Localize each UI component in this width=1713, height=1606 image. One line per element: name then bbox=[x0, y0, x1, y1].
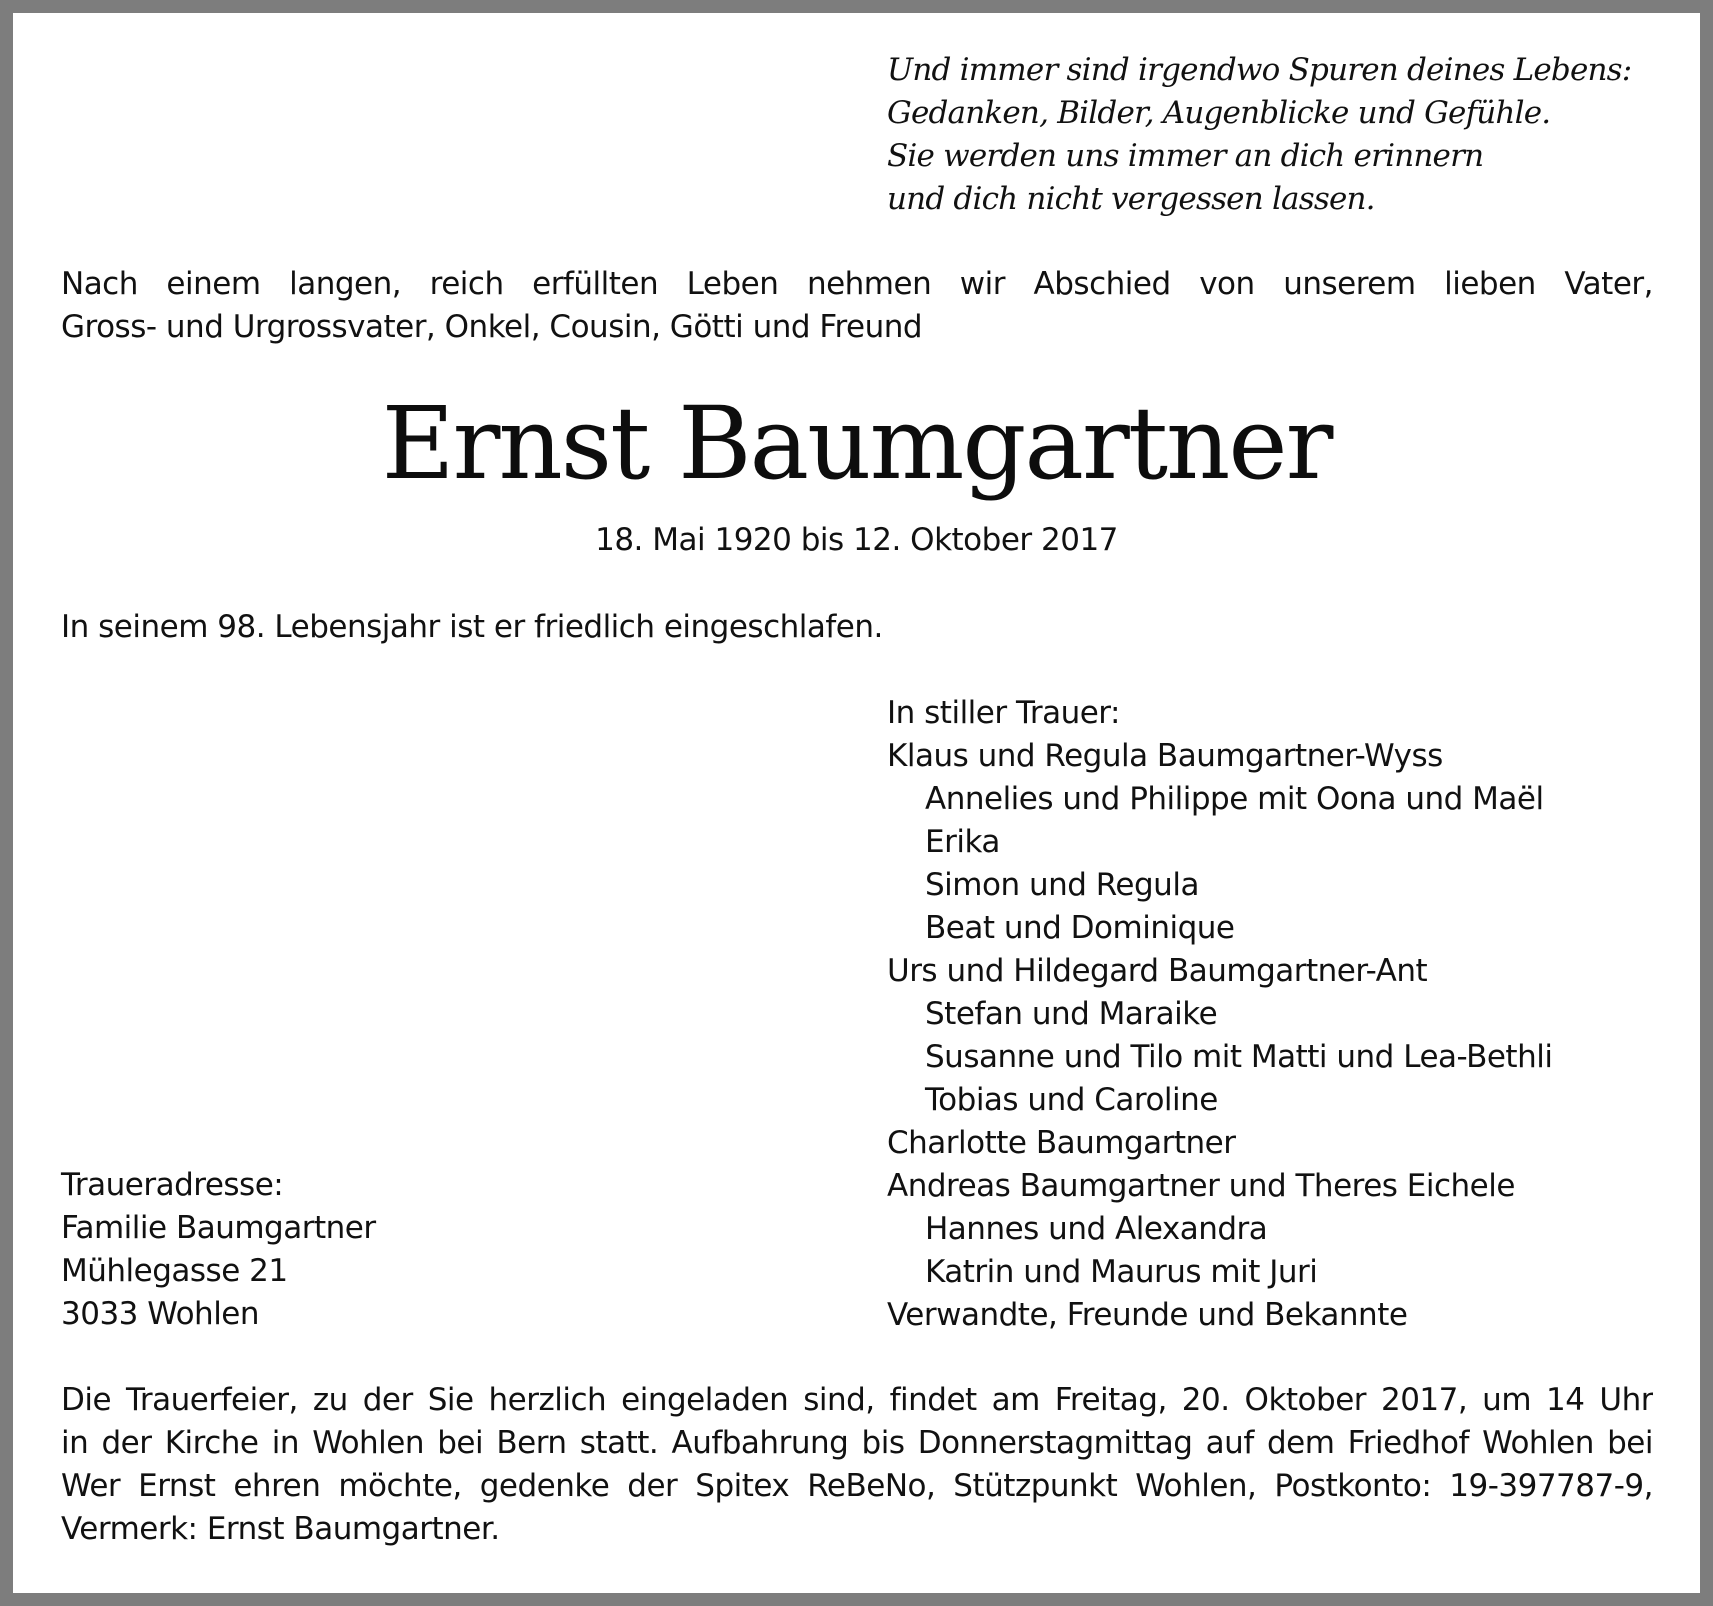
mourner-entry: Tobias und Caroline bbox=[925, 1082, 1218, 1118]
intro-line: Gross- und Urgrossvater, Onkel, Cousin, Götti und Freund bbox=[61, 309, 923, 345]
mourner-entry: Stefan und Maraike bbox=[925, 996, 1218, 1032]
mourner-entry: Beat und Dominique bbox=[925, 910, 1235, 946]
mourner-entry: Verwandte, Freunde und Bekannte bbox=[887, 1297, 1408, 1333]
service-line: Vermerk: Ernst Baumgartner. bbox=[61, 1511, 500, 1547]
mourner-entry: Simon und Regula bbox=[925, 867, 1199, 903]
service-line: Die Trauerfeier, zu der Sie herzlich eingeladen sind, findet am Freitag, 20. Oktober 2017, um 14 Uhr bbox=[61, 1382, 1653, 1418]
poem-line: und dich nicht vergessen lassen. bbox=[887, 181, 1375, 217]
deceased-name: Ernst Baumgartner bbox=[381, 385, 1332, 502]
mourner-entry: Andreas Baumgartner und Theres Eichele bbox=[887, 1168, 1515, 1204]
mourner-entry: Charlotte Baumgartner bbox=[887, 1125, 1236, 1161]
mourner-entries bbox=[887, 735, 1552, 1337]
intro-paragraph bbox=[61, 263, 1653, 349]
sleep-text: In seinem 98. Lebensjahr ist er friedlich eingeschlafen. bbox=[61, 609, 883, 645]
address-line: 3033 Wohlen bbox=[61, 1296, 260, 1332]
mourner-entry: Urs und Hildegard Baumgartner-Ant bbox=[887, 953, 1428, 989]
poem-line: Gedanken, Bilder, Augenblicke und Gefühle. bbox=[887, 95, 1551, 131]
address-line: Mühlegasse 21 bbox=[61, 1253, 288, 1289]
poem-line: Und immer sind irgendwo Spuren deines Lebens: bbox=[887, 52, 1632, 88]
address-heading: Traueradresse: bbox=[61, 1167, 284, 1203]
mourners-list bbox=[887, 692, 1552, 1337]
mourner-entry: Katrin und Maurus mit Juri bbox=[925, 1254, 1318, 1290]
service-line: in der Kirche in Wohlen bei Bern statt. Aufbahrung bis Donnerstagmittag auf dem Friedhof Wohlen bei bbox=[61, 1425, 1653, 1461]
mourner-entry: Susanne und Tilo mit Matti und Lea-Bethli bbox=[925, 1039, 1553, 1075]
mourner-entry: Klaus und Regula Baumgartner-Wyss bbox=[887, 738, 1443, 774]
service-line: Wer Ernst ehren möchte, gedenke der Spitex ReBeNo, Stützpunkt Wohlen, Postkonto: 19-397787-9, bbox=[61, 1468, 1653, 1504]
mourners-heading: In stiller Trauer: bbox=[887, 695, 1120, 731]
service-paragraph bbox=[61, 1379, 1653, 1551]
intro-line: Nach einem langen, reich erfüllten Leben nehmen wir Abschied von unserem lieben Vater, bbox=[61, 266, 1653, 302]
mourner-entry: Hannes und Alexandra bbox=[925, 1211, 1268, 1247]
mourning-address bbox=[61, 1164, 376, 1336]
mourner-entry: Annelies und Philippe mit Oona und Maël bbox=[925, 781, 1544, 817]
life-dates: 18. Mai 1920 bis 12. Oktober 2017 bbox=[595, 522, 1118, 558]
address-line: Familie Baumgartner bbox=[61, 1210, 376, 1246]
mourner-entry: Erika bbox=[925, 824, 1000, 860]
poem-line: Sie werden uns immer an dich erinnern bbox=[887, 138, 1484, 174]
poem bbox=[887, 49, 1631, 221]
